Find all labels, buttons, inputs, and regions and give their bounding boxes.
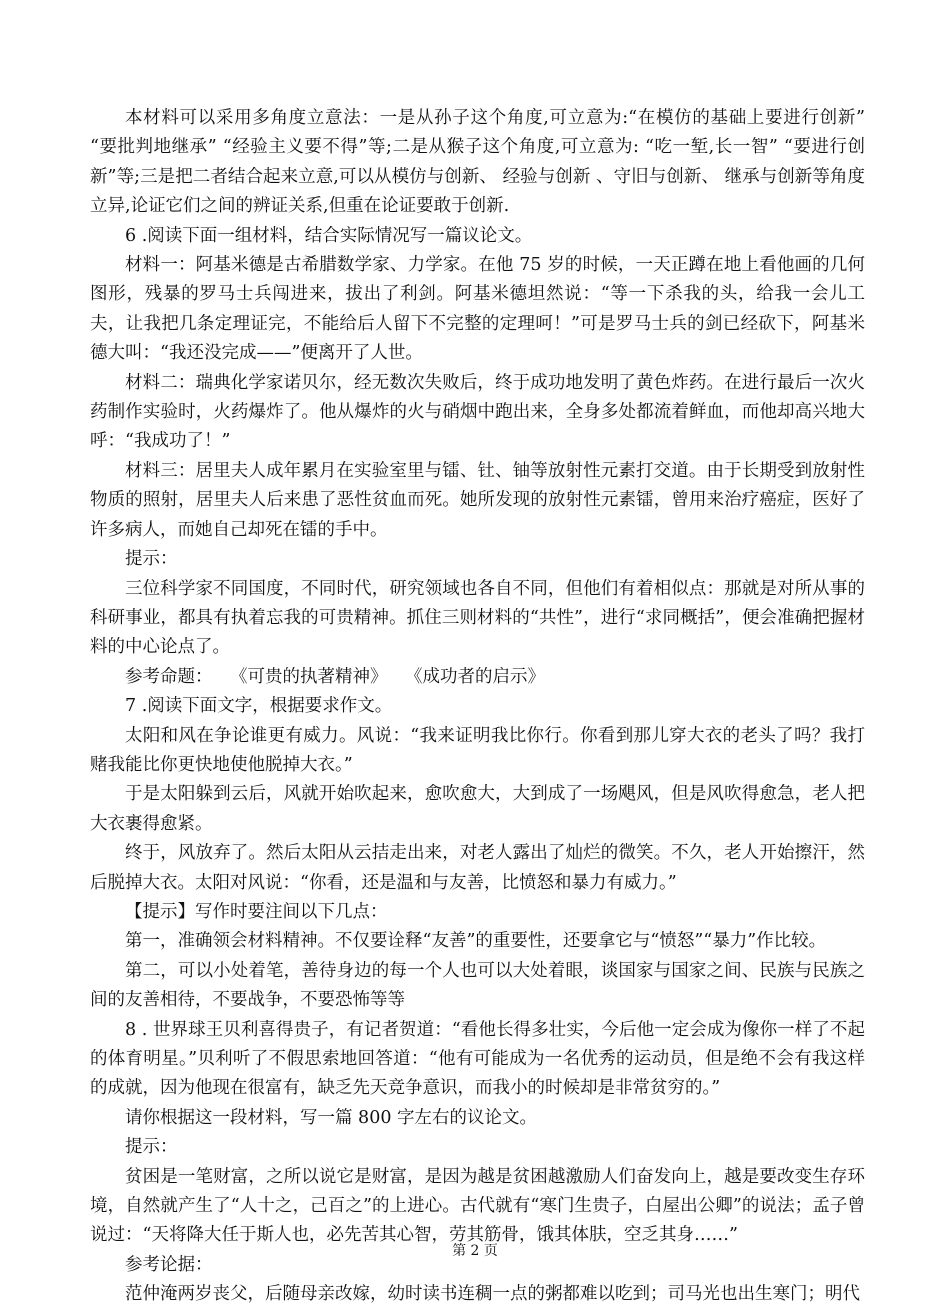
paragraph-material-2: 材料二：瑞典化学家诺贝尔，经无数次失败后，终于成功地发明了黄色炸药。在进行最后一次火药制作实验时，火药爆炸了。他从爆炸的火与硝烟中跑出来，全身多处都流着鲜血，而他却高兴地大呼：“我成功了！” — [90, 372, 865, 452]
paragraph-reference-titles: 参考命题： 《可贵的执著精神》 《成功者的启示》 — [125, 666, 545, 687]
paragraph-sun-wind-3: 终于，风放弃了。然后太阳从云拮走出来，对老人露出了灿烂的微笑。不久，老人开始擦汗，然后脱掉大衣。太阳对风说：“你看，还是温和与友善，比愤怒和暴力有威力。” — [90, 843, 865, 893]
paragraph-hint-label: 提示： — [125, 549, 178, 570]
paragraph-tip-1: 第一，准确领会材料精神。不仅要诠释“友善”的重要性，还要拿它与“愤怒”“暴力”作比较。 — [125, 931, 827, 952]
paragraph-question-7: 7 .阅读下面文字，根据要求作文。 — [125, 696, 393, 717]
paragraph-poverty-wealth: 贫困是一笔财富，之所以说它是财富，是因为越是贫困越激励人们奋发向上，越是要改变生存环境，自然就产生了“人十之，己百之”的上进心。古代就有“寒门生贵子，白屋出公卿”的说法；孟子曾说过：“天将降大任于斯人也，必先苦其心智，劳其筋骨，饿其体肤，空乏其身……” — [90, 1166, 865, 1246]
paragraph-tip-2: 第二，可以小处着笔，善待身边的每一个人也可以大处着眼，谈国家与国家之间、民族与民族之间的友善相待，不要战争，不要恐怖等等 — [90, 960, 865, 1011]
paragraph-sun-wind-1: 太阳和风在争论谁更有威力。风说：“我来证明我比你行。你看到那儿穿大衣的老头了吗？我打赌我能比你更快地使他脱掉大衣。” — [90, 725, 865, 775]
paragraph-sun-wind-2: 于是太阳躲到云后，风就开始吹起来，愈吹愈大，大到成了一场飓风，但是风吹得愈急，老人把大衣裹得愈紧。 — [90, 784, 865, 834]
page-number: 第 2 页 — [452, 1243, 498, 1259]
paragraph-multi-angle-intro: 本材料可以采用多角度立意法：一是从孙子这个角度,可立意为:“在模仿的基础上要进行创新” “要批判地继承” “经验主义要不得”等;二是从猴子这个角度,可立意为: “吃一堑,长一智” “要进行创新”等;三是把二者结合起来立意,可以从模仿与创新、 经验与创新 、守旧与创新、 继承与创新等角度立异,论证它们之间的辨证关系,但重在论证要敢于创新. — [90, 108, 865, 217]
paragraph-material-3: 材料三：居里夫人成年累月在实验室里与镭、钍、铀等放射性元素打交道。由于长期受到放射性物质的照射，居里夫人后来患了恶性贫血而死。她所发现的放射性元素镭，曾用来治疗癌症，医好了许多病人，而她自己却死在镭的手中。 — [90, 460, 865, 540]
paragraph-essay-requirement: 请你根据这一段材料，写一篇 800 字左右的议论文。 — [125, 1107, 538, 1128]
paragraph-hint-text: 三位科学家不同国度，不同时代，研究领域也各自不同，但他们有着相似点：那就是对所从事的科研事业，都具有执着忘我的可贵精神。抓住三则材料的“共性”，进行“求同概括”，便会准确把握材料的中心论点了。 — [90, 578, 865, 658]
document-body — [90, 104, 865, 1310]
paragraph-hint-label-2: 提示： — [125, 1137, 178, 1158]
paragraph-evidence-text: 范仲淹两岁丧父，后随母亲改嫁，幼时读书连稠一点的粥都难以吃到；司马光也出生寒门；明代 — [125, 1284, 860, 1305]
paragraph-reference-evidence-label: 参考论据： — [125, 1254, 213, 1275]
paragraph-writing-tips-label: 【提示】写作时要注间以下几点： — [125, 901, 388, 922]
paragraph-question-8: 8 . 世界球王贝利喜得贵子，有记者贺道：“看他长得多壮实，今后他一定会成为像你一样了不起的体育明星。”贝利听了不假思索地回答道：“他有可能成为一名优秀的运动员，但是绝不会有我这样的成就，因为他现在很富有，缺乏先天竞争意识，而我小的时候却是非常贫穷的。” — [90, 1019, 865, 1099]
paragraph-question-6: 6 .阅读下面一组材料，结合实际情况写一篇议论文。 — [125, 225, 533, 246]
paragraph-material-1: 材料一：阿基米德是古希腊数学家、力学家。在他 75 岁的时候，一天正蹲在地上看他画的几何图形，残暴的罗马士兵闯进来，拔出了利剑。阿基米德坦然说：“等一下杀我的头，给我一会儿工夫，让我把几条定理证完，不能给后人留下不完整的定理呵！”可是罗马士兵的剑已经砍下，阿基米德大叫：“我还没完成——”便离开了人世。 — [90, 255, 865, 364]
